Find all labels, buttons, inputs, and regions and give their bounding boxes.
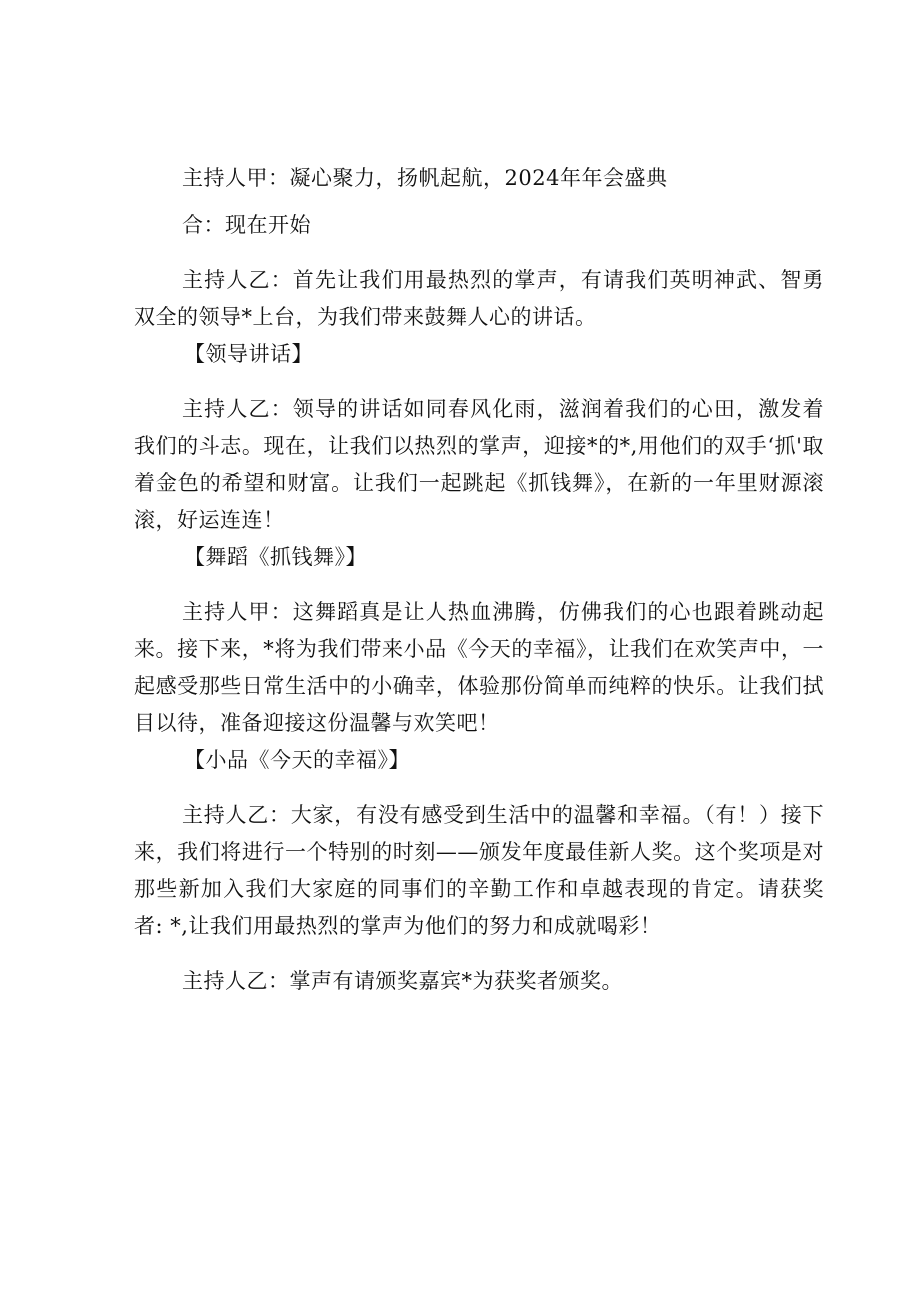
paragraph-host-b-leader-intro: 主持人乙：首先让我们用最热烈的掌声，有请我们英明神武、智勇双全的领导*上台，为我们带来鼓舞人心的讲话。 [134,268,824,329]
paragraph-host-b-dance-intro: 主持人乙：领导的讲话如同春风化雨，滋润着我们的心田，激发着我们的斗志。现在，让我们以热烈的掌声，迎接*的*,用他们的双手‘抓'取着金色的希望和财富。让我们一起跳起《抓钱舞》，在新的一年里财源滚滚，好运连连！ [134,397,824,532]
paragraph-host-a-opening: 主持人甲：凝心聚力，扬帆起航，2024年年会盛典 [182,166,668,190]
paragraph-host-b-presenter: 主持人乙：掌声有请颁奖嘉宾*为获奖者颁奖。 [182,969,623,993]
section-heading-leader-speech: 【领导讲话】 [184,342,313,366]
paragraph-host-b-award-intro: 主持人乙：大家，有没有感受到生活中的温馨和幸福。（有！）接下来，我们将进行一个特别的时刻——颁发年度最佳新人奖。这个奖项是对那些新加入我们大家庭的同事们的辛勤工作和卓越表现的肯定。请获奖者: *,让我们用最热烈的掌声为他们的努力和成就喝彩！ [134,803,824,938]
section-heading-dance: 【舞蹈《抓钱舞》】 [184,545,367,569]
document-body [134,160,824,1000]
section-heading-skit: 【小品《今天的幸福》】 [184,748,410,772]
paragraph-together-start: 合：现在开始 [182,213,311,237]
paragraph-host-a-skit-intro: 主持人甲：这舞蹈真是让人热血沸腾，仿佛我们的心也跟着跳动起来。接下来，*将为我们带来小品《今天的幸福》，让我们在欢笑声中，一起感受那些日常生活中的小确幸，体验那份简单而纯粹的快乐。让我们拭目以待，准备迎接这份温馨与欢笑吧！ [134,600,824,735]
